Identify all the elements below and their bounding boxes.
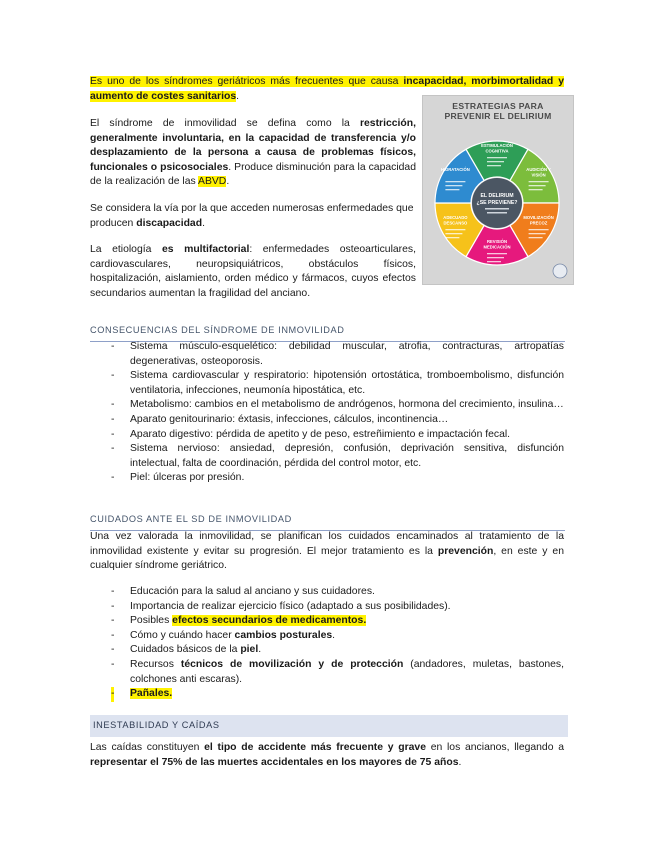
segment-label: AUDICIÓN Y [526, 167, 551, 172]
segment-label: MEDICACIÓN [483, 244, 511, 250]
segment-label: DESCANSO [443, 220, 468, 226]
infographic-title-1: ESTRATEGIAS PARA [452, 101, 544, 111]
segment-label: PRECOZ [529, 220, 548, 226]
segment-text-line [445, 189, 459, 190]
segment-label: MOVILIZACIÓN [523, 215, 554, 220]
list-item: - Cuidados básicos de la piel. [90, 643, 564, 658]
publisher-logo [553, 264, 567, 278]
infographic-wheel [423, 96, 573, 284]
intro-paragraph-2: El síndrome de inmovilidad se defina como la restricción, generalmente involuntaria, en la capacidad de transferencia y/o desplazamiento de la persona a causa de problemas físicos, funcionales o psicosociales. Produce disminución para la capacidad de la realización de las ABVD. [90, 118, 416, 188]
section-consecuencias-title: CONSECUENCIAS DEL SÍNDROME DE INMOVILIDAD [90, 323, 565, 342]
segment-text-line [529, 237, 543, 238]
segment-text-line [487, 161, 504, 162]
center-label-1: EL DELIRIUM [480, 193, 514, 199]
segment-label: ESTIMULACIÓN [481, 143, 513, 148]
section-inestabilidad-title: INESTABILIDAD Y CAÍDAS [90, 715, 568, 737]
intro-paragraph-1: Es uno de los síndromes geriátricos más frecuentes que causa incapacidad, morbimortalidad y aumento de costes sanitarios. [90, 76, 564, 102]
list-item: - Sistema nervioso: ansiedad, depresión, confusión, deprivación sensitiva, disfunción intelectual, falta de coordinación, pérdida del control motor, etc. [90, 442, 564, 471]
intro-paragraph-3: Se considera la vía por la que acceden numerosas enfermedades que producen discapacidad. [90, 203, 414, 229]
abvd-highlight: ABVD [198, 176, 227, 188]
segment-text-line [445, 237, 459, 238]
list-item: - Aparato genitourinario: éxtasis, infecciones, cálculos, incontinencia… [90, 413, 564, 428]
segment-label: VISIÓN [531, 172, 546, 178]
delirium-infographic [422, 95, 574, 285]
list-item: - Sistema músculo-esquelético: debilidad muscular, atrofia, contracturas, artropatías degenerativas, osteoporosis. [90, 340, 564, 369]
list-item: - Sistema cardiovascular y respiratorio: hipotensión ortostática, tromboembolismo, disfunción ventilatoria, infecciones, neumonía hipostática, etc. [90, 369, 564, 398]
list-item: - Piel: úlceras por presión. [90, 471, 564, 486]
list-item: - Recursos técnicos de movilización y de protección (andadores, muletas, bastones, colchones anti escaras). [90, 658, 564, 687]
list-item: - Cómo y cuándo hacer cambios posturales. [90, 629, 564, 644]
center-text-line [487, 212, 507, 214]
segment-text-line [445, 181, 465, 182]
intro-paragraph-4: La etiología es multifactorial: enfermedades osteoarticulares, cardiovasculares, neuropsiquiátricos, obstáculos físicos, hospitalización, aislamiento, orden médico y fármacos, cuyos efectos secundarios aumentan la fragilidad del anciano. [90, 244, 416, 299]
segment-text-line [529, 185, 546, 186]
segment-text-line [529, 181, 549, 182]
segment-text-line [445, 233, 462, 234]
list-item: - Aparato digestivo: pérdida de apetito y de peso, estreñimiento e impactación fecal. [90, 428, 564, 443]
segment-text-line [445, 185, 462, 186]
segment-text-line [529, 233, 546, 234]
segment-text-line [487, 261, 501, 262]
center-text-line [485, 208, 509, 210]
segment-label: HIDRATACIÓN [441, 167, 470, 172]
segment-label: COGNITIVA [485, 148, 509, 154]
segment-text-line [529, 189, 543, 190]
consecuencias-list [90, 340, 564, 486]
inestabilidad-paragraph: Las caídas constituyen el tipo de accidente más frecuente y grave en los ancianos, llegando a representar el 75% de las muertes accidentales en los mayores de 75 años. [90, 742, 564, 768]
segment-label: ADECUADO [443, 215, 468, 220]
list-item: - Educación para la salud al anciano y sus cuidadores. [90, 585, 564, 600]
segment-text-line [487, 157, 507, 158]
cuidados-list [90, 585, 564, 702]
list-item: - Metabolismo: cambios en el metabolismo de andrógenos, hormona del crecimiento, insulina… [90, 398, 564, 413]
infographic-title-2: PREVENIR EL DELIRIUM [444, 111, 552, 121]
segment-text-line [445, 229, 465, 230]
segment-label: REVISIÓN [486, 239, 508, 244]
section-cuidados-title: CUIDADOS ANTE EL SD DE INMOVILIDAD [90, 512, 565, 531]
segment-text-line [529, 229, 549, 230]
list-item: - Pañales. [90, 687, 564, 702]
segment-text-line [487, 165, 501, 166]
list-item: - Posibles efectos secundarios de medicamentos. [90, 614, 564, 629]
list-item: - Importancia de realizar ejercicio físico (adaptado a sus posibilidades). [90, 600, 564, 615]
center-label-2: ¿SE PREVIENE? [476, 200, 518, 206]
segment-text-line [487, 253, 507, 254]
segment-text-line [487, 257, 504, 258]
intro-highlight: Es uno de los síndromes geriátricos más frecuentes que causa incapacidad, morbimortalidad y aumento de costes sanitarios [90, 76, 564, 102]
cuidados-paragraph: Una vez valorada la inmovilidad, se planifican los cuidados encaminados al tratamiento de la inmovilidad existente y evitar su progresión. El mejor tratamiento es la prevención, en este y en cualquier síndrome geriátrico. [90, 531, 564, 572]
